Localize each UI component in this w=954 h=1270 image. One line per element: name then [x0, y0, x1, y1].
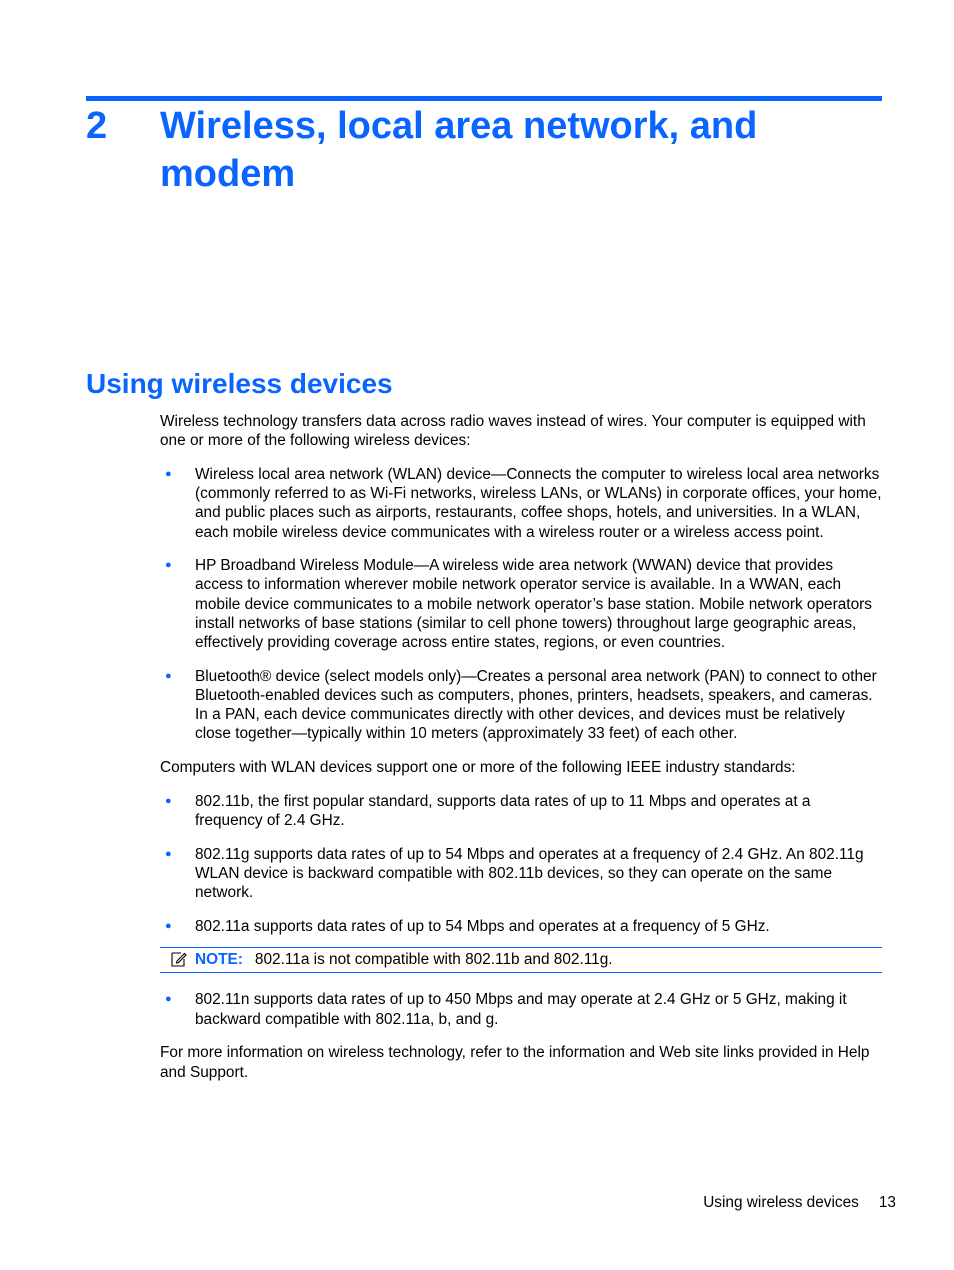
- list-item-text: 802.11n supports data rates of up to 450 Mbps and may operate at 2.4 GHz or 5 GHz, making it backward compatible with 802.11a, b, and g.: [195, 991, 847, 1028]
- footer-section-title: Using wireless devices: [703, 1194, 859, 1211]
- note-pencil-icon: [170, 951, 187, 968]
- closing-paragraph: For more information on wireless technology, refer to the information and Web site links provided in Help and Support.: [160, 1044, 870, 1081]
- bullet-icon: ●: [165, 669, 172, 682]
- device-list: [160, 465, 882, 744]
- chapter-title-line1: Wireless, local area network, and: [160, 105, 758, 147]
- chapter-rule: [86, 96, 882, 101]
- section-title: Using wireless devices: [86, 368, 393, 399]
- list-item: [160, 917, 882, 936]
- standards-list-continued: [160, 990, 882, 1028]
- intro-paragraph: Wireless technology transfers data across radio waves instead of wires. Your computer is equipped with one or more of the following wireless devices:: [160, 413, 866, 450]
- list-item: [160, 792, 882, 830]
- note-box: [160, 947, 882, 973]
- list-item: [160, 845, 882, 903]
- section-body: [160, 412, 882, 1096]
- chapter-title: [160, 102, 880, 198]
- page-footer: [703, 1193, 896, 1212]
- note-label: NOTE:: [195, 951, 243, 969]
- note-text: 802.11a is not compatible with 802.11b and 802.11g.: [254, 951, 613, 969]
- list-item-text: Wireless local area network (WLAN) device—Connects the computer to wireless local area networks (commonly referred to as Wi-Fi networks, wireless LANs, or WLANs) in corporate offices, your home, and public places such as airports, restaurants, coffee shops, hotels, and universities. In a WLAN, each mobile wireless device communicates with a wireless router or a wireless access point.: [195, 465, 882, 541]
- list-item: [160, 990, 882, 1028]
- standards-list: [160, 792, 882, 936]
- bullet-icon: ●: [165, 847, 172, 860]
- list-item-text: Bluetooth® device (select models only)—Creates a personal area network (PAN) to connect to other Bluetooth-enabled devices such as computers, phones, printers, headsets, speakers, and cameras. In a PAN, each device communicates directly with other devices, and devices must be relatively close together—typically within 10 meters (approximately 33 feet) of each other.: [195, 667, 877, 743]
- list-item-text: 802.11a supports data rates of up to 54 Mbps and operates at a frequency of 5 GHz.: [195, 917, 770, 935]
- bullet-icon: ●: [165, 794, 172, 807]
- page-number: 13: [878, 1194, 896, 1211]
- chapter-title-line2: modem: [160, 153, 296, 195]
- bullet-icon: ●: [165, 467, 172, 480]
- list-item-text: HP Broadband Wireless Module—A wireless wide area network (WWAN) device that provides access to information wherever mobile network operator service is available. In a WWAN, each mobile device communicates to a mobile network operator’s base station. Mobile network operators install networks of base stations (similar to cell phone towers) throughout large geographic areas, effectively providing coverage across entire states, regions, or even countries.: [195, 557, 872, 652]
- list-item: [160, 556, 882, 652]
- list-item-text: 802.11b, the first popular standard, supports data rates of up to 11 Mbps and operates at a frequency of 2.4 GHz.: [195, 792, 811, 829]
- standards-intro: Computers with WLAN devices support one or more of the following IEEE industry standards:: [160, 759, 796, 777]
- bullet-icon: ●: [165, 559, 172, 572]
- list-item-text: 802.11g supports data rates of up to 54 Mbps and operates at a frequency of 2.4 GHz. An 802.11g WLAN device is backward compatible with 802.11b devices, so they can operate on the same network.: [195, 845, 864, 902]
- chapter-number: 2: [86, 105, 108, 147]
- bullet-icon: ●: [165, 919, 172, 932]
- bullet-icon: ●: [165, 993, 172, 1006]
- list-item: [160, 465, 882, 542]
- list-item: [160, 667, 882, 744]
